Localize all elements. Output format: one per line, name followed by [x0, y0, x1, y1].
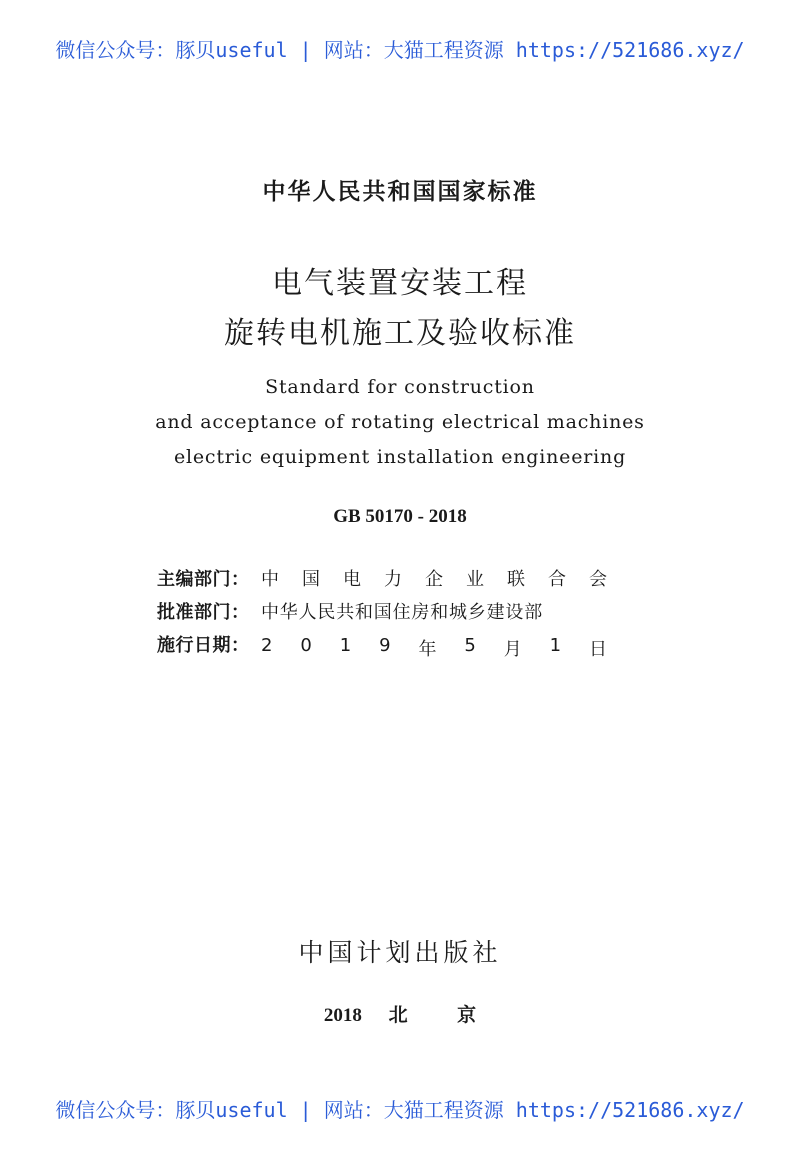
date-char: 2 — [261, 635, 273, 656]
date-char: 日 — [588, 639, 607, 660]
watermark-top: 微信公众号：豚贝useful | 网站：大猫工程资源 https://521686.xyz/ — [55, 38, 745, 62]
title-zh-line1: 电气装置安装工程 — [272, 266, 528, 301]
editor-char: 业 — [466, 569, 484, 590]
watermark-bottom: 微信公众号：豚贝useful | 网站：大猫工程资源 https://521686.xyz/ — [55, 1098, 745, 1122]
date-char: 1 — [549, 635, 562, 656]
editor-char: 力 — [384, 569, 402, 590]
editor-char: 联 — [507, 569, 525, 590]
editor-char: 企 — [425, 569, 443, 590]
editor-char: 电 — [343, 569, 361, 590]
editor-char: 合 — [548, 569, 566, 590]
date-char: 0 — [300, 635, 312, 656]
date-char: 5 — [464, 635, 476, 656]
title-en-line3: electric equipment installation engineering — [173, 446, 627, 468]
editor-row — [157, 565, 607, 591]
title-en-line2: and acceptance of rotating electrical machines — [155, 411, 645, 433]
publisher-name: 中国计划出版社 — [298, 938, 502, 967]
date-label: 施行日期： — [157, 635, 250, 656]
date-char: 月 — [503, 639, 522, 660]
publication-year: 2018 — [323, 1005, 362, 1026]
standard-code: GB 50170 - 2018 — [333, 506, 467, 527]
date-char: 年 — [418, 639, 437, 660]
city-char: 京 — [457, 1005, 477, 1026]
editor-char: 国 — [302, 569, 320, 590]
editor-char: 中 — [261, 569, 279, 590]
publication-place — [0, 1000, 800, 1027]
editor-char: 会 — [589, 569, 607, 590]
date-char: 1 — [339, 635, 352, 656]
approver-label: 批准部门： — [157, 602, 250, 623]
date-char: 9 — [379, 635, 391, 656]
title-en-line1: Standard for construction — [265, 376, 535, 398]
date-value — [261, 635, 607, 661]
effective-date-row — [157, 631, 607, 661]
editor-value — [261, 565, 607, 591]
title-zh-line2: 旋转电机施工及验收标准 — [224, 316, 576, 351]
city-char: 北 — [388, 1005, 408, 1026]
national-standard-heading: 中华人民共和国国家标准 — [262, 179, 538, 205]
editor-label: 主编部门： — [157, 569, 250, 590]
approver-row — [157, 598, 607, 624]
approver-value: 中华人民共和国住房和城乡建设部 — [261, 602, 543, 623]
